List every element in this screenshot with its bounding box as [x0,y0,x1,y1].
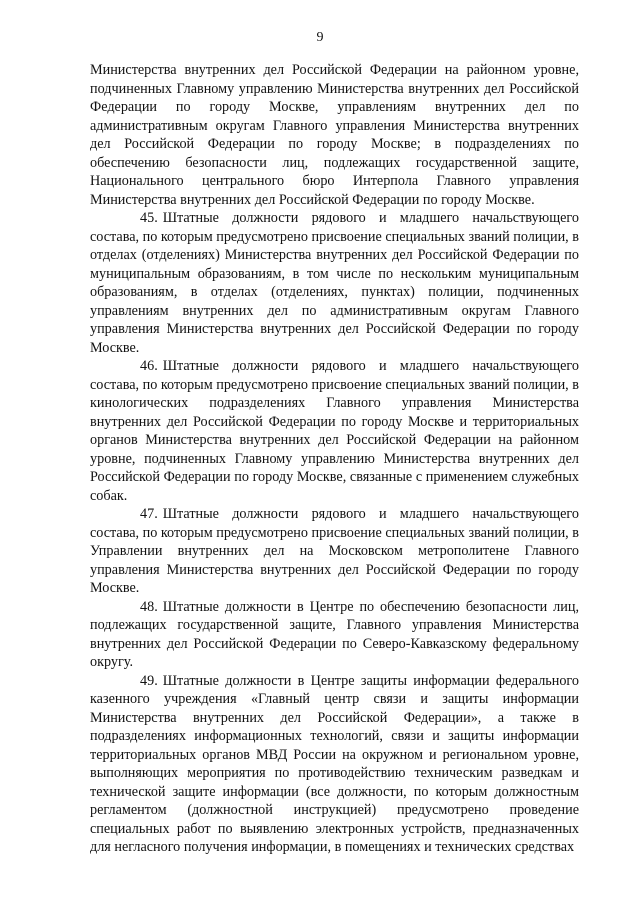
page-number: 9 [316,30,324,45]
clause-number: 47. [140,506,158,522]
clause-number: 49. [140,672,158,689]
paragraph-text: Штатные должности в Центре по обеспечению безопасности лиц, подлежащих государственной защите, Главного управления Министерства внутренних дел Российской Федерации по Северо-Кавказскому федеральному округу. [90,598,579,670]
clause-number: 45. [140,210,158,226]
document-body [90,61,579,857]
paragraph-clause-49 [90,672,579,857]
paragraph-text: Штатные должности в Центре защиты информации федерального казенного учреждения «Главный центр связи и защиты информации Министерства внутренних дел Российской Федерации», а также в подразделениях информационных технологий, связи и защиты информации территориальных органов МВД России на окружном и региональном уровне, выполняющих мероприятия по противодействию техническим разведкам и технической защите информации (все должности, по которым должностным регламентом (должностной инструкцией) предусмотрено проведение специальных работ по выявлению электронных устройств, предназначенных для негласного получения информации, в помещениях и технических средствах [90,672,579,855]
paragraph-text: Штатные должности рядового и младшего начальствующего состава, по которым предусмотрено присвоение специальных званий полиции, в Управлении внутренних дел на Московском метрополитене Главного управления Министерства внутренних дел Российской Федерации по городу Москве. [90,506,579,596]
paragraph-text: Штатные должности рядового и младшего начальствующего состава, по которым предусмотрено присвоение специальных званий полиции, в отделах (отделениях) Министерства внутренних дел Российской Федерации по муниципальным образованиям, в том числе по нескольким муниципальным образованиям, в отделах (отделениях, пунктах) полиции, подчиненных управлениям внутренних дел по административным округам Главного управления Министерства внутренних дел Российской Федерации по городу Москве. [90,210,579,356]
paragraph-clause-48 [90,598,579,672]
paragraph-clause-46 [90,357,579,505]
paragraph-clause-45 [90,209,579,357]
paragraph-text: Министерства внутренних дел Российской Федерации на районном уровне, подчиненных Главному управлению Министерства внутренних дел Российской Федерации по городу Москве, управлениям внутренних дел по административным округам Главного управления Министерства внутренних дел Российской Федерации по городу Москве; в подразделениях по обеспечению безопасности лиц, подлежащих государственной защите, Национального центрального бюро Интерпола Главного управления Министерства внутренних дел Российской Федерации по городу Москве. [90,62,579,208]
paragraph-text: Штатные должности рядового и младшего начальствующего состава, по которым предусмотрено присвоение специальных званий полиции, в кинологических подразделениях Главного управления Министерства внутренних дел Российской Федерации по городу Москве и территориальных органов Министерства внутренних дел Российской Федерации на районном уровне, подчиненных Главному управлению Министерства внутренних дел Российской Федерации по городу Москве, связанные с применением служебных собак. [90,358,579,504]
clause-number: 48. [140,598,158,615]
clause-number: 46. [140,358,158,374]
paragraph-continuation [90,61,579,209]
paragraph-clause-47 [90,505,579,598]
